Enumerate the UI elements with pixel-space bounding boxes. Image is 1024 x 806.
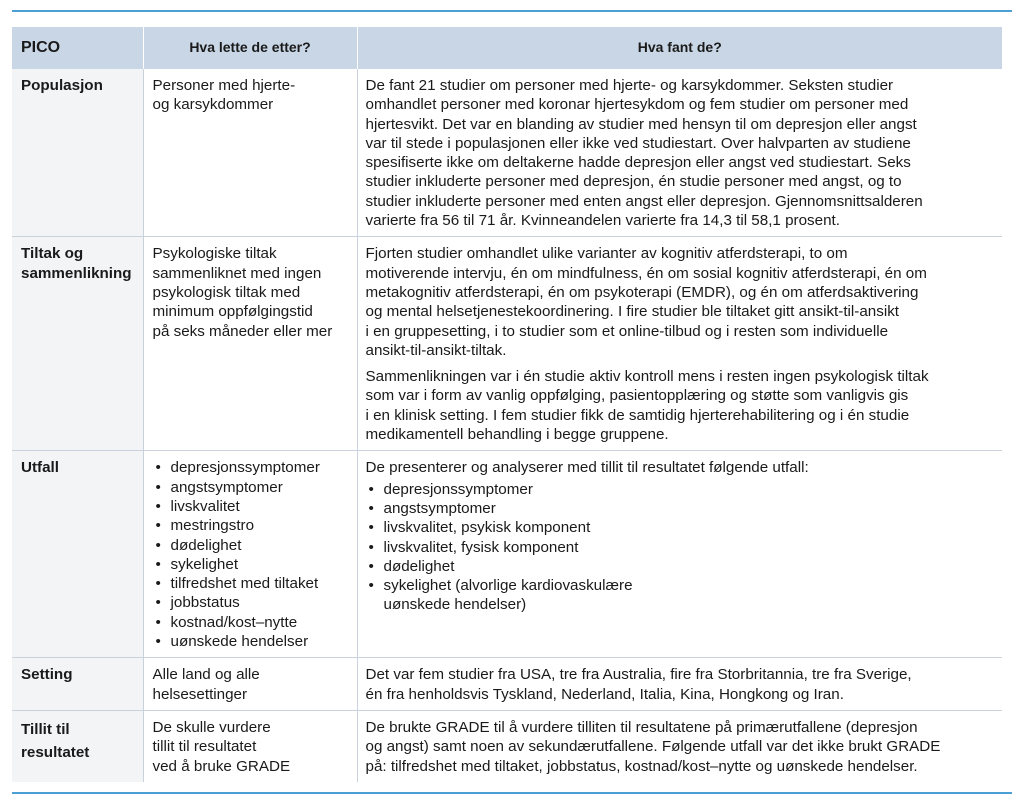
found-cell	[357, 658, 1002, 711]
list-item: • jobbstatus	[153, 593, 349, 612]
list-item: • livskvalitet, fysisk komponent	[366, 538, 995, 557]
header-found: Hva fant de?	[357, 27, 1002, 69]
found-paragraph: De brukte GRADE til å vurdere tilliten til resultatene på primærutfallene (depresjon og angst) samt noen av sekundærutfallene. Følgende utfall var det ikke brukt GRADE på: tilfredshet med tiltaket, jobbstatus, kostnad/kost–nytte og uønskede hendelser.	[365, 718, 941, 775]
list-item: • livskvalitet, psykisk komponent	[366, 518, 995, 537]
top-rule	[12, 10, 1012, 12]
found-list	[366, 480, 995, 615]
row-label	[12, 69, 143, 237]
list-item: • dødelighet	[366, 557, 995, 576]
found-cell	[357, 69, 1002, 237]
list-item: • depresjonssymptomer	[366, 480, 995, 499]
row-label-text: Tiltak og sammenlikning	[21, 245, 132, 282]
looked-for-text: Personer med hjerte- og karsykdommer	[152, 77, 296, 114]
looked-for-cell	[143, 710, 357, 781]
row-label	[12, 658, 143, 711]
list-item: • dødelighet	[153, 536, 349, 555]
list-item: • livskvalitet	[153, 497, 349, 516]
list-item: • angstsymptomer	[153, 478, 349, 497]
list-item: • sykelighet (alvorlige kardiovaskulære uønskede hendelser)	[366, 576, 995, 615]
found-paragraph: De fant 21 studier om personer med hjerte- og karsykdommer. Seksten studier omhandlet personer med koronar hjertesykdom og fem studier om personer med hjertesvikt. Det var en blanding av studier med hensyn til om depresjon eller angst var til stede i populasjonen eller ikke ved studiestart. Over halvparten av studiene spesifiserte ikke om deltakerne hadde depresjon eller angst ved studiestart. Seks studier inkluderte personer med depresjon, én studie personer med angst, og to studier inkluderte personer med enten angst eller depresjon. Gjennomsnittsalderen varierte fra 56 til 71 år. Kvinneandelen varierte fra 14,3 til 58,1 prosent.	[365, 77, 923, 230]
list-item: • angstsymptomer	[366, 499, 995, 518]
header-pico: PICO	[12, 27, 143, 69]
looked-for-cell	[143, 237, 357, 451]
row-utfall	[12, 451, 1002, 658]
row-label-text: Populasjon	[21, 77, 103, 94]
found-paragraph: Fjorten studier omhandlet ulike varianter av kognitiv atferdsterapi, to om motiverende intervju, én om mindfulness, én om sosial kognitiv atferdsterapi, én om metakognitiv atferdsterapi, én om psykoterapi (EMDR), og én om atferdsaktivering og mental helsetjenestekoordinering. I fire studier ble tiltaket gitt ansikt-til-ansikt i en gruppesetting, i to studier som et online-tilbud og i resten som individuelle ansikt-til-ansikt-tiltak.	[365, 245, 927, 359]
found-paragraph: Sammenlikningen var i én studie aktiv kontroll mens i resten ingen psykologisk tiltak som var i form av vanlig oppfølging, pasientopplæring og støtte som vanligvis gis i en klinisk setting. I fem studier fikk de samtidig hjerterehabilitering og i én studie medikamentell behandling i begge gruppene.	[365, 368, 929, 444]
list-item: • uønskede hendelser	[153, 632, 349, 651]
row-tillit	[12, 710, 1002, 781]
looked-for-list	[153, 458, 349, 651]
list-item: • tilfredshet med tiltaket	[153, 574, 349, 593]
row-label	[12, 710, 143, 781]
looked-for-text: De skulle vurdere tillit til resultatet ved å bruke GRADE	[152, 718, 291, 775]
bottom-rule	[12, 792, 1012, 794]
list-item: • mestringstro	[153, 516, 349, 535]
found-intro: De presenterer og analyserer med tillit til resultatet følgende utfall:	[365, 459, 809, 477]
row-label-text: Setting	[21, 666, 73, 684]
found-cell	[357, 237, 1002, 451]
found-cell	[357, 710, 1002, 781]
list-item: • depresjonssymptomer	[153, 458, 349, 477]
header-row	[12, 27, 1002, 69]
header-looked-for: Hva lette de etter?	[143, 27, 357, 69]
looked-for-text: Alle land og alle helsesettinger	[152, 666, 260, 703]
row-label-text: Tillit til resultatet	[21, 720, 90, 761]
looked-for-text: Psykologiske tiltak sammenliknet med ingen psykologisk tiltak med minimum oppfølgingstid på seks måneder eller mer	[152, 245, 333, 340]
row-setting	[12, 658, 1002, 711]
list-item: • kostnad/kost–nytte	[153, 613, 349, 632]
found-paragraph: Det var fem studier fra USA, tre fra Australia, fire fra Storbritannia, tre fra Sverige, én fra henholdsvis Tyskland, Nederland, Italia, Kina, Hongkong og Iran.	[365, 666, 912, 703]
looked-for-cell	[143, 451, 357, 658]
row-label-text: Utfall	[21, 459, 59, 477]
row-tiltak	[12, 237, 1002, 451]
looked-for-cell	[143, 658, 357, 711]
list-item: • sykelighet	[153, 555, 349, 574]
looked-for-cell	[143, 69, 357, 237]
row-label	[12, 237, 143, 451]
row-label	[12, 451, 143, 658]
found-cell	[357, 451, 1002, 658]
row-populasjon	[12, 69, 1002, 237]
pico-table	[12, 27, 1002, 782]
